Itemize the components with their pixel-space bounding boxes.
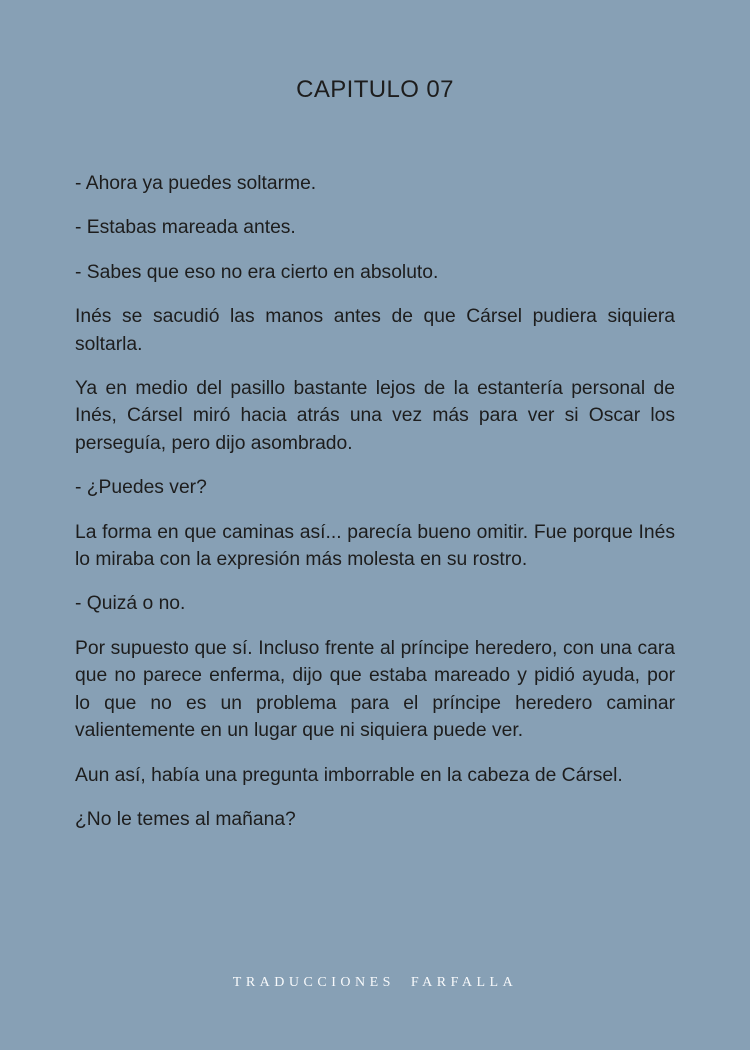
paragraph: - Sabes que eso no era cierto en absoluto. xyxy=(75,261,439,283)
paragraph: - ¿Puedes ver? xyxy=(75,477,207,499)
paragraph: Por supuesto que sí. Incluso frente al príncipe heredero, con una cara que no parece enferma, dijo que estaba mareado y pidió ayuda, por lo que no es un problema para el príncipe heredero caminar valientemente en un lugar que ni siquiera puede ver. xyxy=(75,637,675,742)
paragraph: ¿No le temes al mañana? xyxy=(75,808,296,830)
paragraph: La forma en que caminas así... parecía bueno omitir. Fue porque Inés lo miraba con la expresión más molesta en su rostro. xyxy=(75,521,675,571)
paragraph: Inés se sacudió las manos antes de que Cársel pudiera siquiera soltarla. xyxy=(75,306,675,355)
paragraph: - Quizá o no. xyxy=(75,593,186,615)
chapter-body xyxy=(75,170,675,850)
paragraph: - Estabas mareada antes. xyxy=(75,217,296,239)
paragraph: - Ahora ya puedes soltarme. xyxy=(75,173,317,194)
chapter-title: CAPITULO 07 xyxy=(296,76,454,103)
paragraph: Aun así, había una pregunta imborrable en la cabeza de Cársel. xyxy=(75,764,623,786)
paragraph: Ya en medio del pasillo bastante lejos de la estantería personal de Inés, Cársel miró hacia atrás una vez más para ver si Oscar los perseguía, pero dijo asombrado. xyxy=(75,378,675,454)
translator-credit: TRADUCCIONES FARFALLA xyxy=(232,975,518,990)
